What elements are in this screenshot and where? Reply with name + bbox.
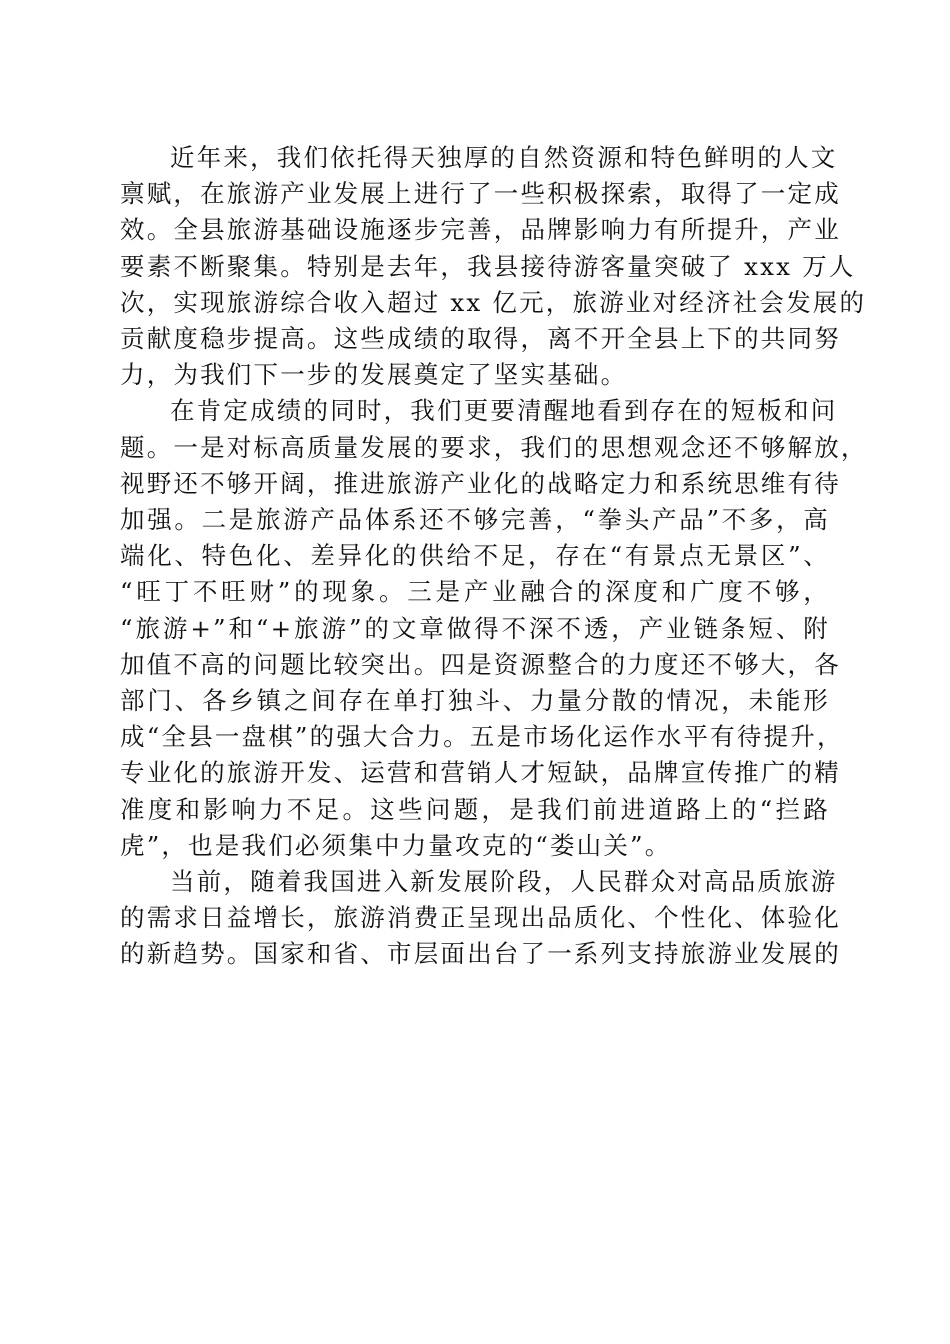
text-line: “旅游+”和“+旅游”的文章做得不深不透，产业链条短、附 [120,613,830,643]
text-line: 准度和影响力不足。这些问题，是我们前进道路上的“拦路 [120,794,830,824]
text-line: 效。全县旅游基础设施逐步完善，品牌影响力有所提升，产业 [120,215,841,245]
text-line: 当前，随着我国进入新发展阶段，人民群众对高品质旅游 [170,867,838,897]
text-line: 加强。二是旅游产品体系还不够完善，“拳头产品”不多，高 [120,505,830,535]
text-line: 的新趋势。国家和省、市层面出台了一系列支持旅游业发展的 [120,939,841,969]
paragraph-problems [120,393,868,864]
text-line: 要素不断聚集。特别是去年，我县接待游客量突破了 xxx 万人 [120,251,856,281]
text-line: 禀赋，在旅游产业发展上进行了一些积极探索，取得了一定成 [120,179,841,209]
text-line: “旺丁不旺财”的现象。三是产业融合的深度和广度不够， [120,577,830,607]
text-line: 端化、特色化、差异化的供给不足，存在“有景点无景区”、 [120,541,830,571]
paragraph-opportunities [120,864,841,973]
text-line: 加值不高的问题比较突出。四是资源整合的力度还不够大，各 [120,649,841,679]
text-line: 力，为我们下一步的发展奠定了坚实基础。 [120,360,628,390]
text-line: 部门、各乡镇之间存在单打独斗、力量分散的情况，未能形 [120,686,830,716]
text-line: 视野还不够开阔，推进旅游产业化的战略定力和系统思维有待 [120,468,841,498]
text-line: 成“全县一盘棋”的强大合力。五是市场化运作水平有待提升， [120,722,844,752]
text-line: 专业化的旅游开发、运营和营销人才短缺，品牌宣传推广的精 [120,758,841,788]
text-line: 贡献度稳步提高。这些成绩的取得，离不开全县上下的共同努 [120,324,841,354]
text-line: 近年来，我们依托得天独厚的自然资源和特色鲜明的人文 [170,143,838,172]
text-line: 次，实现旅游综合收入超过 xx 亿元，旅游业对经济社会发展的 [120,287,867,317]
text-line: 的需求日益增长，旅游消费正呈现出品质化、个性化、体验化 [120,903,841,933]
paragraph-achievements [120,140,867,393]
text-line: 在肯定成绩的同时，我们更要清醒地看到存在的短板和问 [170,396,838,426]
document-body [120,140,868,973]
text-line: 题。一是对标高质量发展的要求，我们的思想观念还不够解放， [120,432,868,462]
text-line: 虎”，也是我们必须集中力量攻克的“娄山关”。 [120,830,672,860]
